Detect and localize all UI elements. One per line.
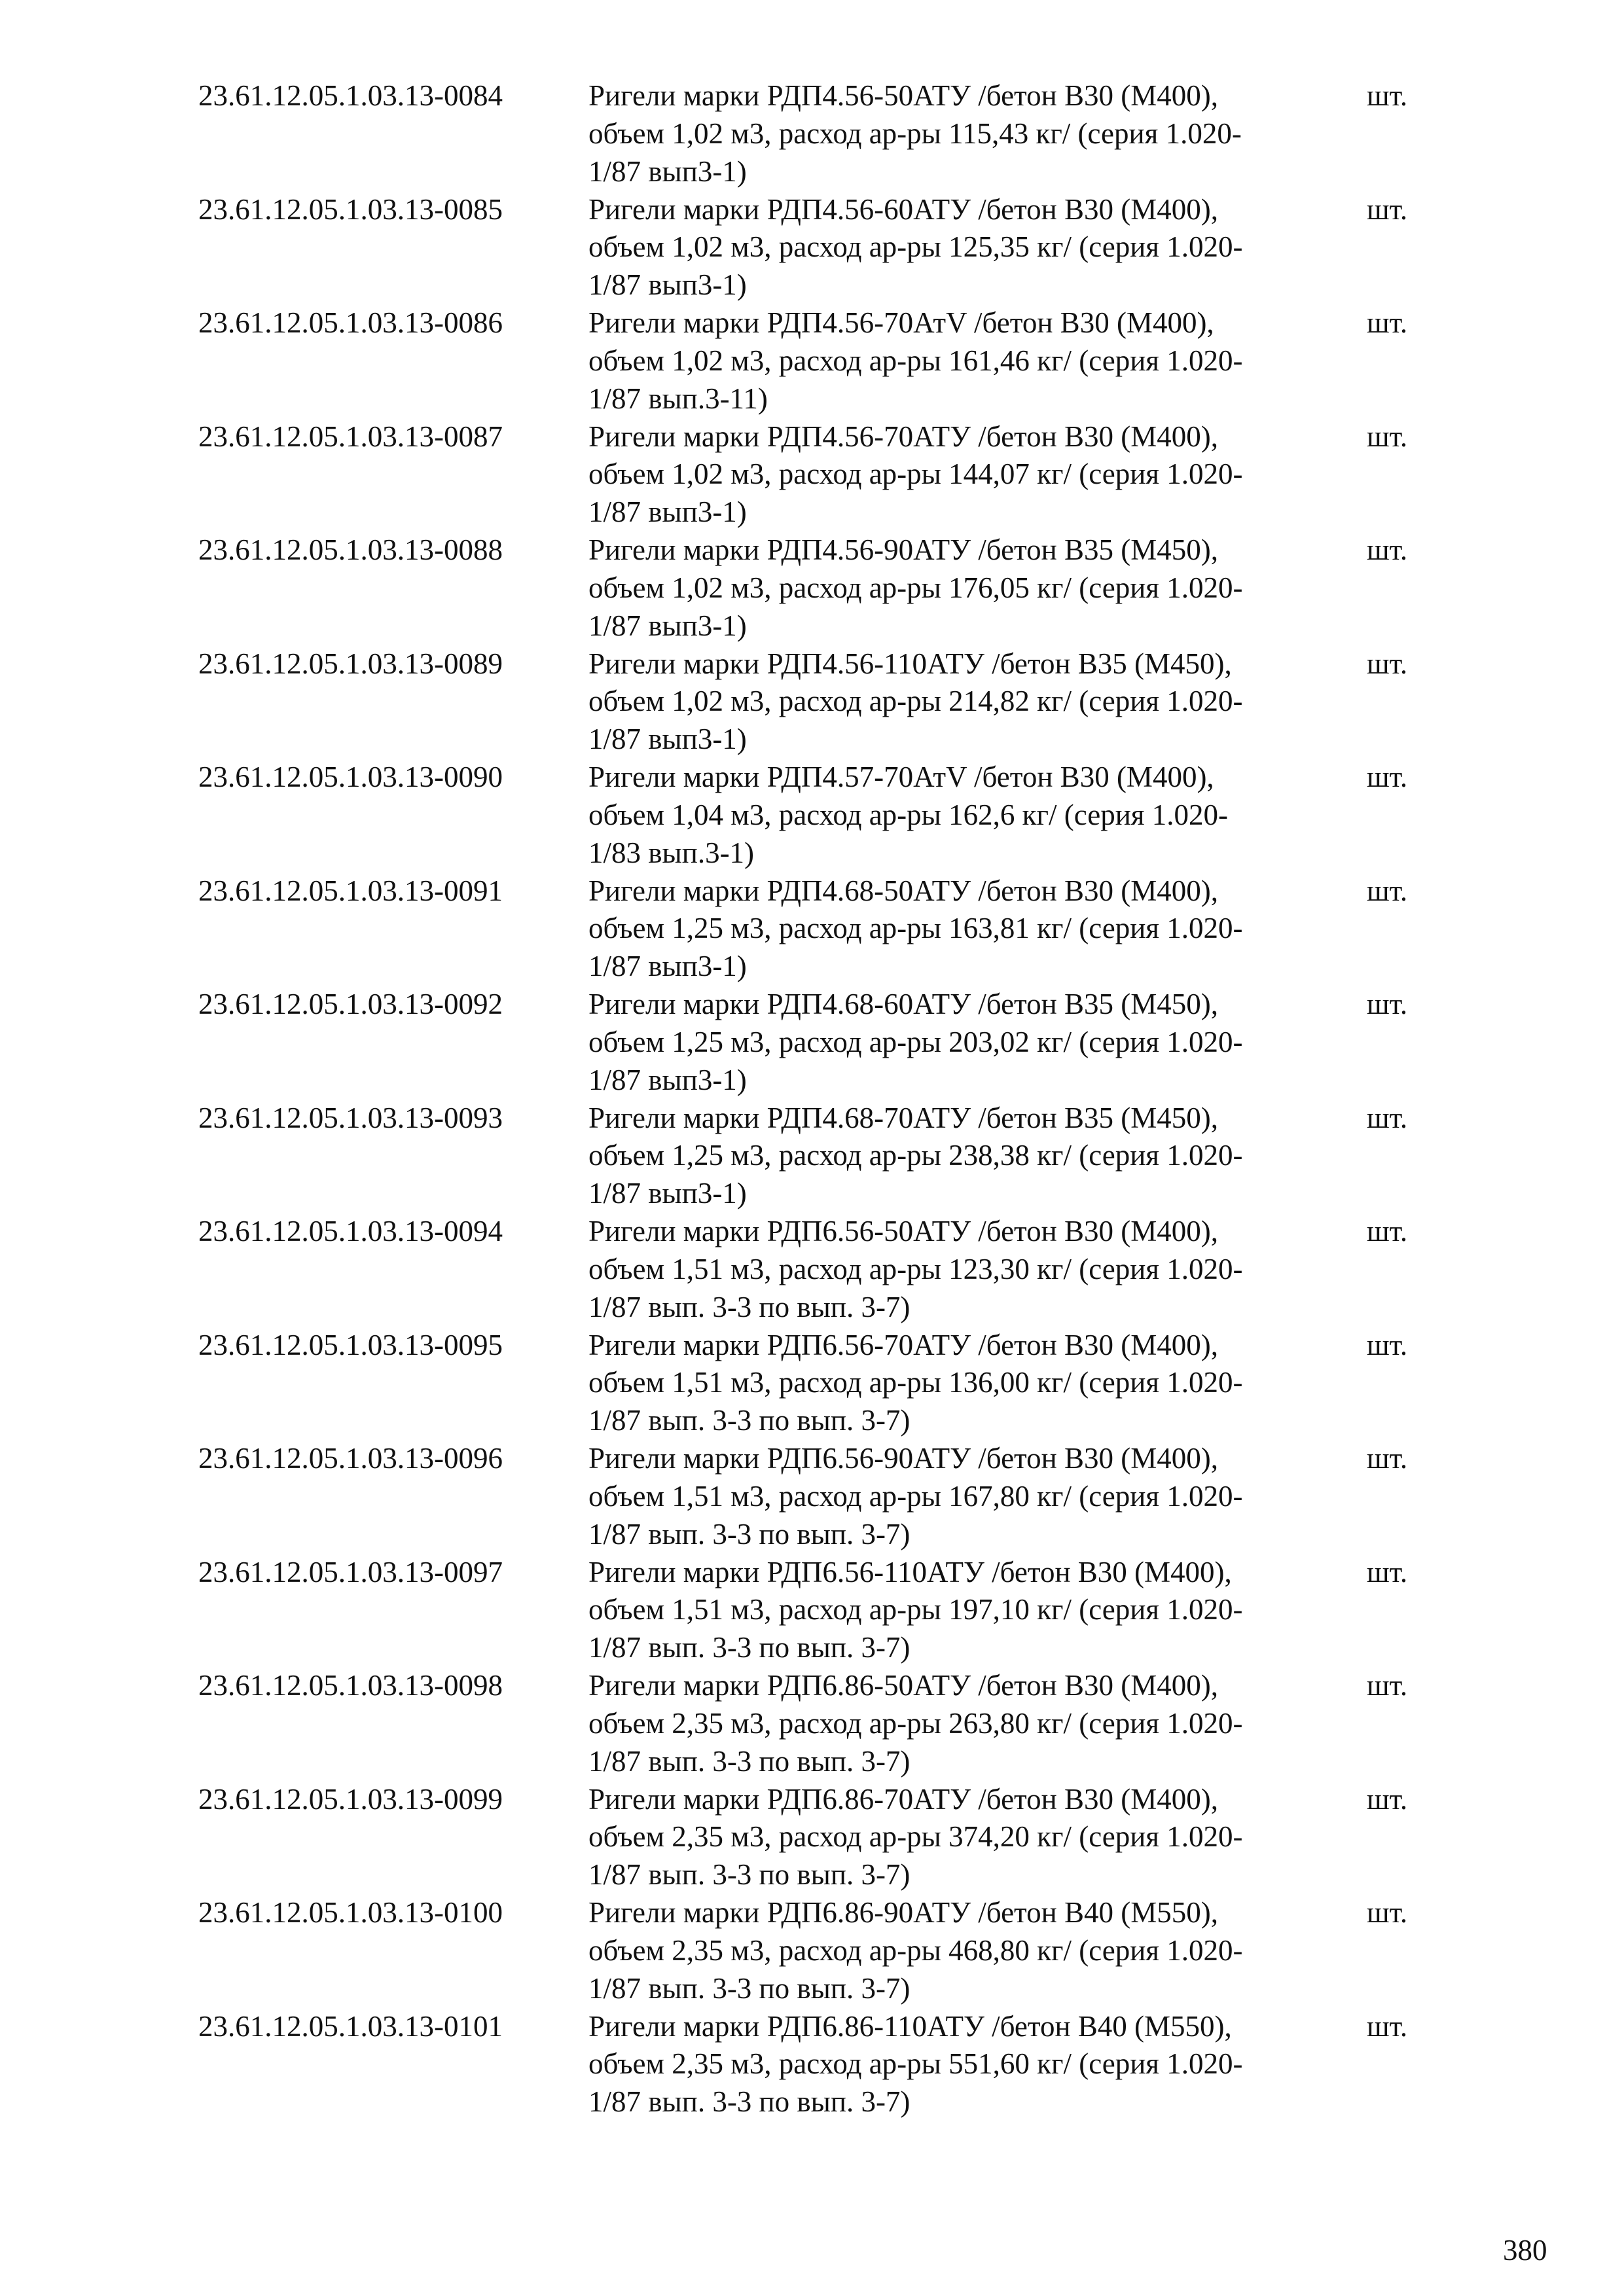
description-line: 1/87 вып3-1) bbox=[588, 1063, 747, 1096]
description-line: Ригели марки РДП6.56-110АТУ /бетон В30 (М400), bbox=[588, 1555, 1232, 1588]
resource-code: 23.61.12.05.1.03.13-0086 bbox=[198, 306, 503, 339]
resource-description bbox=[588, 418, 1335, 531]
unit-of-measure: шт. bbox=[1367, 1669, 1408, 1702]
resource-code: 23.61.12.05.1.03.13-0087 bbox=[198, 420, 503, 453]
resource-code: 23.61.12.05.1.03.13-0088 bbox=[198, 533, 503, 566]
resource-description bbox=[588, 1781, 1335, 1894]
table-row bbox=[198, 531, 1442, 645]
resource-code: 23.61.12.05.1.03.13-0099 bbox=[198, 1782, 503, 1816]
unit-of-measure: шт. bbox=[1367, 1555, 1408, 1588]
description-line: объем 1,51 м3, расход ар-ры 167,80 кг/ (серия 1.020- bbox=[588, 1479, 1243, 1513]
description-line: 1/87 вып3-1) bbox=[588, 1177, 747, 1210]
resource-code: 23.61.12.05.1.03.13-0089 bbox=[198, 647, 503, 680]
description-line: объем 1,25 м3, расход ар-ры 203,02 кг/ (серия 1.020- bbox=[588, 1025, 1243, 1058]
resource-code: 23.61.12.05.1.03.13-0092 bbox=[198, 988, 503, 1020]
unit-of-measure: шт. bbox=[1367, 761, 1408, 793]
resource-code: 23.61.12.05.1.03.13-0094 bbox=[198, 1215, 503, 1247]
unit-of-measure: шт. bbox=[1367, 647, 1408, 680]
resource-code: 23.61.12.05.1.03.13-0095 bbox=[198, 1328, 503, 1361]
description-line: объем 2,35 м3, расход ар-ры 263,80 кг/ (серия 1.020- bbox=[588, 1706, 1243, 1740]
resource-description bbox=[588, 1667, 1335, 1780]
resource-code: 23.61.12.05.1.03.13-0098 bbox=[198, 1669, 503, 1702]
unit-of-measure: шт. bbox=[1367, 1782, 1408, 1816]
unit-of-measure: шт. bbox=[1367, 1101, 1408, 1134]
unit-of-measure: шт. bbox=[1367, 1442, 1408, 1475]
description-line: объем 1,51 м3, расход ар-ры 136,00 кг/ (серия 1.020- bbox=[588, 1366, 1243, 1399]
table-row bbox=[198, 759, 1442, 872]
resource-description bbox=[588, 1100, 1335, 1213]
description-line: объем 1,04 м3, расход ар-ры 162,6 кг/ (серия 1.020- bbox=[588, 798, 1228, 831]
description-line: объем 1,51 м3, расход ар-ры 197,10 кг/ (серия 1.020- bbox=[588, 1593, 1243, 1626]
resource-code: 23.61.12.05.1.03.13-0096 bbox=[198, 1442, 503, 1475]
resource-description bbox=[588, 2008, 1335, 2121]
description-line: Ригели марки РДП4.56-90АТУ /бетон В35 (М450), bbox=[588, 533, 1218, 566]
table-row bbox=[198, 1781, 1442, 1895]
description-line: объем 2,35 м3, расход ар-ры 374,20 кг/ (серия 1.020- bbox=[588, 1820, 1243, 1854]
resource-description bbox=[588, 1440, 1335, 1553]
description-line: объем 1,02 м3, расход ар-ры 161,46 кг/ (серия 1.020- bbox=[588, 344, 1243, 377]
description-line: Ригели марки РДП4.56-70АТУ /бетон В30 (М400), bbox=[588, 420, 1218, 453]
description-line: 1/87 вып3-1) bbox=[588, 268, 747, 302]
table-row bbox=[198, 986, 1442, 1100]
table-row bbox=[198, 2008, 1442, 2122]
unit-of-measure: шт. bbox=[1367, 2009, 1408, 2043]
description-line: Ригели марки РДП4.68-70АТУ /бетон В35 (М450), bbox=[588, 1101, 1218, 1134]
description-line: Ригели марки РДП4.56-110АТУ /бетон В35 (М450), bbox=[588, 647, 1232, 680]
description-line: объем 2,35 м3, расход ар-ры 551,60 кг/ (серия 1.020- bbox=[588, 2047, 1243, 2081]
resource-code: 23.61.12.05.1.03.13-0097 bbox=[198, 1555, 503, 1588]
resource-description bbox=[588, 77, 1335, 190]
table-row bbox=[198, 77, 1442, 191]
resource-description bbox=[588, 1554, 1335, 1667]
description-line: Ригели марки РДП6.56-70АТУ /бетон В30 (М400), bbox=[588, 1328, 1218, 1361]
table-row bbox=[198, 304, 1442, 418]
description-line: объем 1,02 м3, расход ар-ры 176,05 кг/ (серия 1.020- bbox=[588, 571, 1243, 604]
table-row bbox=[198, 191, 1442, 305]
resource-description bbox=[588, 1213, 1335, 1326]
description-line: 1/87 вып3-1) bbox=[588, 609, 747, 642]
description-line: 1/83 вып.3-1) bbox=[588, 836, 755, 869]
description-line: объем 1,02 м3, расход ар-ры 125,35 кг/ (серия 1.020- bbox=[588, 230, 1243, 264]
description-line: 1/87 вып. 3-3 по вып. 3-7) bbox=[588, 1744, 911, 1778]
table-row bbox=[198, 1894, 1442, 2008]
description-line: Ригели марки РДП6.56-50АТУ /бетон В30 (М400), bbox=[588, 1215, 1218, 1247]
description-line: объем 1,51 м3, расход ар-ры 123,30 кг/ (серия 1.020- bbox=[588, 1252, 1243, 1285]
description-line: 1/87 вып. 3-3 по вып. 3-7) bbox=[588, 2085, 911, 2119]
unit-of-measure: шт. bbox=[1367, 306, 1408, 339]
resource-description bbox=[588, 531, 1335, 645]
unit-of-measure: шт. bbox=[1367, 988, 1408, 1020]
resource-code: 23.61.12.05.1.03.13-0084 bbox=[198, 79, 503, 112]
description-line: Ригели марки РДП6.86-90АТУ /бетон В40 (М550), bbox=[588, 1896, 1218, 1929]
table-row bbox=[198, 1213, 1442, 1327]
description-line: объем 1,25 м3, расход ар-ры 238,38 кг/ (серия 1.020- bbox=[588, 1139, 1243, 1172]
table-row bbox=[198, 872, 1442, 986]
unit-of-measure: шт. bbox=[1367, 1328, 1408, 1361]
description-line: Ригели марки РДП4.56-60АТУ /бетон В30 (М400), bbox=[588, 192, 1218, 226]
description-line: Ригели марки РДП4.56-50АТУ /бетон В30 (М400), bbox=[588, 79, 1218, 112]
description-line: объем 1,25 м3, расход ар-ры 163,81 кг/ (серия 1.020- bbox=[588, 912, 1243, 945]
description-line: Ригели марки РДП6.86-50АТУ /бетон В30 (М400), bbox=[588, 1669, 1218, 1702]
resource-description bbox=[588, 872, 1335, 986]
description-line: 1/87 вып3-1) bbox=[588, 495, 747, 529]
table-row bbox=[198, 418, 1442, 532]
description-line: Ригели марки РДП4.68-50АТУ /бетон В30 (М400), bbox=[588, 874, 1218, 907]
resource-description bbox=[588, 986, 1335, 1099]
table-row bbox=[198, 1554, 1442, 1668]
resource-code: 23.61.12.05.1.03.13-0101 bbox=[198, 2009, 503, 2043]
resource-description bbox=[588, 191, 1335, 304]
description-line: 1/87 вып3-1) bbox=[588, 154, 747, 188]
table-row bbox=[198, 1440, 1442, 1554]
unit-of-measure: шт. bbox=[1367, 874, 1408, 907]
description-line: объем 1,02 м3, расход ар-ры 144,07 кг/ (серия 1.020- bbox=[588, 457, 1243, 491]
resource-code: 23.61.12.05.1.03.13-0085 bbox=[198, 192, 503, 226]
table-row bbox=[198, 1100, 1442, 1213]
resource-code: 23.61.12.05.1.03.13-0090 bbox=[198, 761, 503, 793]
description-line: Ригели марки РДП4.56-70АтV /бетон В30 (М400), bbox=[588, 306, 1214, 339]
table-row bbox=[198, 1667, 1442, 1781]
resource-description bbox=[588, 645, 1335, 759]
unit-of-measure: шт. bbox=[1367, 79, 1408, 112]
resource-table bbox=[198, 77, 1442, 2121]
unit-of-measure: шт. bbox=[1367, 420, 1408, 453]
unit-of-measure: шт. bbox=[1367, 1215, 1408, 1247]
resource-description bbox=[588, 1327, 1335, 1440]
resource-code: 23.61.12.05.1.03.13-0100 bbox=[198, 1896, 503, 1929]
resource-code: 23.61.12.05.1.03.13-0091 bbox=[198, 874, 503, 907]
description-line: Ригели марки РДП4.68-60АТУ /бетон В35 (М450), bbox=[588, 988, 1218, 1020]
description-line: 1/87 вып.3-11) bbox=[588, 382, 768, 415]
table-row bbox=[198, 645, 1442, 759]
resource-description bbox=[588, 1894, 1335, 2007]
unit-of-measure: шт. bbox=[1367, 533, 1408, 566]
description-line: Ригели марки РДП6.86-110АТУ /бетон В40 (М550), bbox=[588, 2009, 1232, 2043]
page-number: 380 bbox=[1503, 2234, 1547, 2267]
resource-description bbox=[588, 759, 1335, 872]
description-line: объем 1,02 м3, расход ар-ры 214,82 кг/ (серия 1.020- bbox=[588, 685, 1243, 718]
description-line: 1/87 вып. 3-3 по вып. 3-7) bbox=[588, 1404, 911, 1437]
description-line: 1/87 вып3-1) bbox=[588, 950, 747, 983]
description-line: 1/87 вып. 3-3 по вып. 3-7) bbox=[588, 1290, 911, 1323]
description-line: 1/87 вып. 3-3 по вып. 3-7) bbox=[588, 1631, 911, 1664]
description-line: Ригели марки РДП4.57-70АтV /бетон В30 (М400), bbox=[588, 761, 1214, 793]
unit-of-measure: шт. bbox=[1367, 192, 1408, 226]
unit-of-measure: шт. bbox=[1367, 1896, 1408, 1929]
description-line: 1/87 вып. 3-3 по вып. 3-7) bbox=[588, 1858, 911, 1892]
description-line: 1/87 вып. 3-3 по вып. 3-7) bbox=[588, 1971, 911, 2005]
table-row bbox=[198, 1327, 1442, 1441]
resource-description bbox=[588, 304, 1335, 418]
description-line: Ригели марки РДП6.56-90АТУ /бетон В30 (М400), bbox=[588, 1442, 1218, 1475]
description-line: 1/87 вып3-1) bbox=[588, 723, 747, 756]
description-line: объем 1,02 м3, расход ар-ры 115,43 кг/ (серия 1.020- bbox=[588, 117, 1242, 150]
description-line: объем 2,35 м3, расход ар-ры 468,80 кг/ (серия 1.020- bbox=[588, 1933, 1243, 1967]
description-line: Ригели марки РДП6.86-70АТУ /бетон В30 (М400), bbox=[588, 1782, 1218, 1816]
description-line: 1/87 вып. 3-3 по вып. 3-7) bbox=[588, 1517, 911, 1551]
resource-code: 23.61.12.05.1.03.13-0093 bbox=[198, 1101, 503, 1134]
